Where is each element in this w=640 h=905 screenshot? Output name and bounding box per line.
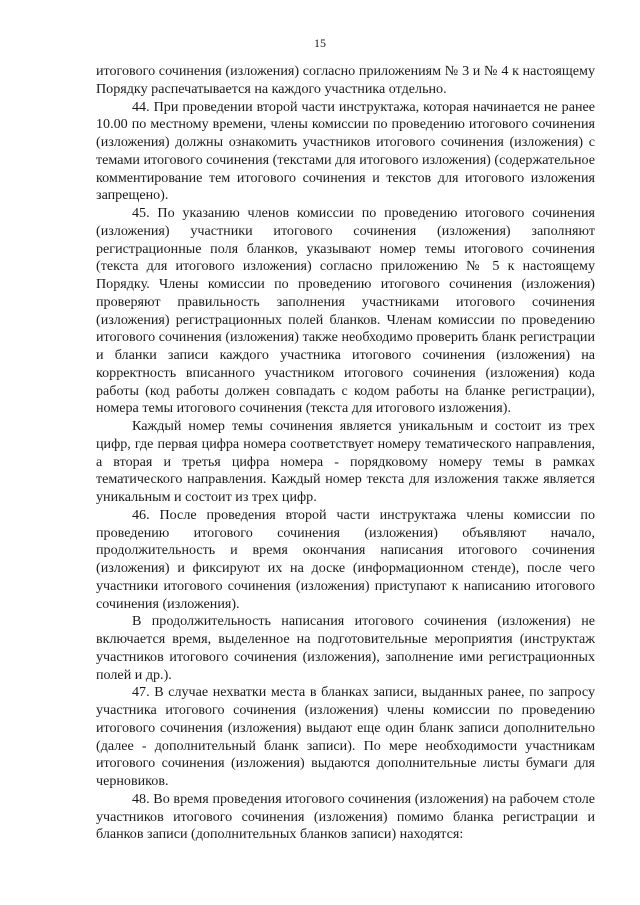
paragraph-46: 46. После проведения второй части инструктажа члены комиссии по проведению итогового сочинения (изложения) объявляют начало, продолжительность и время окончания написания итогового сочинения (изложения) и фиксируют их на доске (информационном стенде), после чего участники итогового сочинения (изложения) приступают к написанию итогового сочинения (изложения). xyxy=(96,506,595,612)
paragraph-47: 47. В случае нехватки места в бланках записи, выданных ранее, по запросу участника итогового сочинения (изложения) члены комиссии по проведению итогового сочинения (изложения) выдают еще один бланк записи дополнительно (далее - дополнительный бланк записи). По мере необходимости участникам итогового сочинения (изложения) выдаются дополнительные листы бумаги для черновиков. xyxy=(96,684,595,789)
paragraph-45-topic-numbers: Каждый номер темы сочинения является уникальным и состоит из трех цифр, где первая цифра номера соответствует номеру тематического направления, а вторая и третья цифра номера - порядковому номеру темы в рамках тематического направления. Каждый номер текста для изложения также является уникальным и состоит из трех цифр. xyxy=(96,418,595,505)
paragraph-46-duration: В продолжительность написания итогового сочинения (изложения) не включается время, выделенное на подготовительные мероприятия (инструктаж участников итогового сочинения (изложения), заполнение ими регистрационных полей и др.). xyxy=(96,613,595,683)
paragraph-44: 44. При проведении второй части инструктажа, которая начинается не ранее 10.00 по местному времени, члены комиссии по проведению итогового сочинения (изложения) должны ознакомить участников итогового сочинения (изложения) с темами итогового сочинения (текстами для итогового изложения) (содержательное комментирование тем итогового сочинения и текстов для итогового изложения запрещено). xyxy=(96,98,595,204)
paragraph-45: 45. По указанию членов комиссии по проведению итогового сочинения (изложения) участники итогового сочинения (изложения) заполняют регистрационные поля бланков, указывают номер темы итогового сочинения (текста для итогового изложения) согласно приложению № 5 к настоящему Порядку. Члены комиссии по проведению итогового сочинения (изложения) проверяют правильность заполнения участниками итогового сочинения (изложения) регистрационных полей бланков. Членам комиссии по проведению итогового сочинения (изложения) также необходимо проверить бланк регистрации и бланки записи каждого участника итогового сочинения (изложения) на корректность вписанного участником итогового сочинения (изложения) кода работы (код работы должен совпадать с кодом работы на бланке регистрации), номера темы итогового сочинения (текста для итогового изложения). xyxy=(96,205,595,417)
page-number: 15 xyxy=(314,36,326,50)
document-body xyxy=(96,63,595,844)
paragraph-48: 48. Во время проведения итогового сочинения (изложения) на рабочем столе участников итогового сочинения (изложения) помимо бланка регистрации и бланков записи (дополнительных бланков записи) находятся: xyxy=(96,790,595,843)
paragraph-continuation: итогового сочинения (изложения) согласно приложениям № 3 и № 4 к настоящему Порядку распечатывается на каждого участника отдельно. xyxy=(96,63,595,97)
